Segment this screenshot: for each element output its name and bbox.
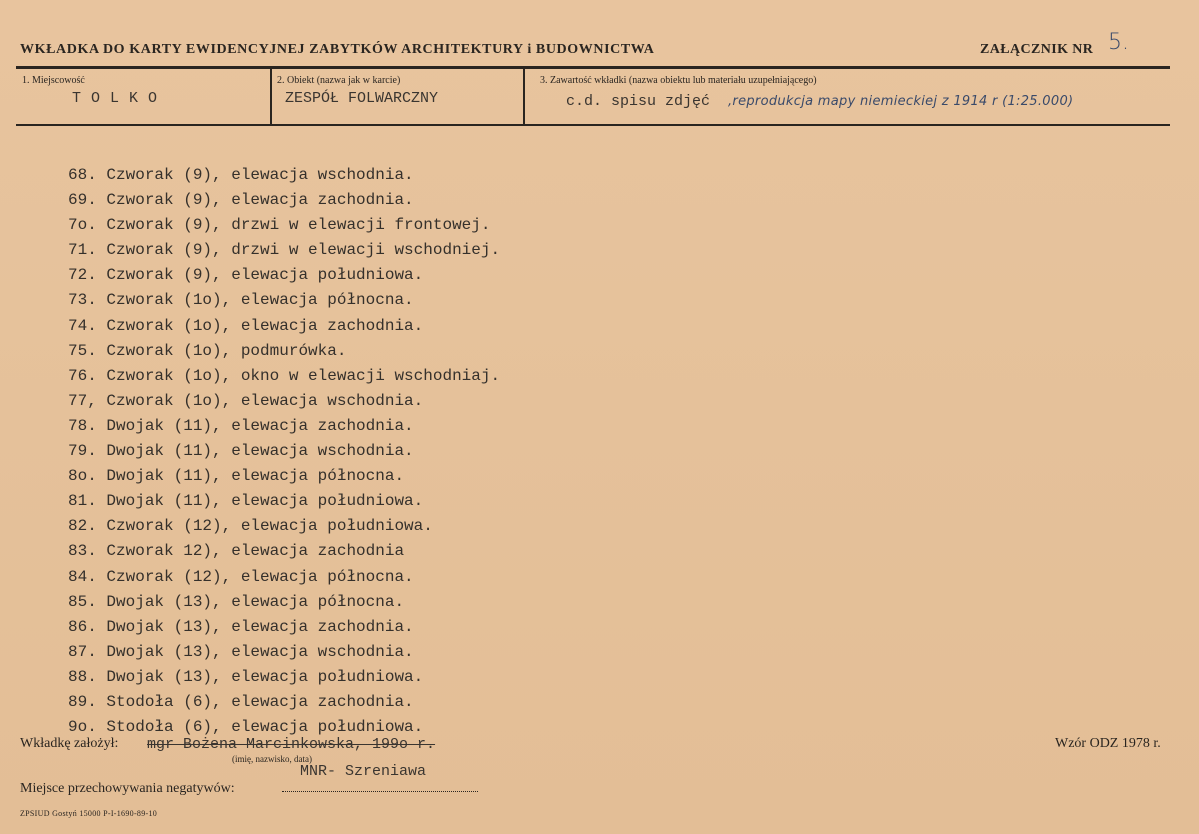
list-item: 77, Czworak (1o), elewacja wschodnia. — [68, 391, 424, 410]
created-by-hint: (imię, nazwisko, data) — [232, 754, 312, 764]
negatives-line — [282, 791, 478, 792]
print-note: ZPSIUD Gostyń 15000 P-I-1690-89-10 — [20, 809, 158, 818]
list-item: 73. Czworak (1o), elewacja północna. — [68, 291, 414, 310]
form-version: Wzór ODZ 1978 r. — [1055, 736, 1161, 751]
list-item: 81. Dwojak (11), elewacja południowa. — [68, 492, 424, 511]
photo-list — [68, 163, 500, 740]
attachment-number: 5. — [1108, 30, 1129, 55]
field-divider-2 — [523, 69, 525, 124]
storage-value: MNR- Szreniawa — [300, 763, 427, 780]
created-by-label: Wkładkę założył: — [20, 736, 119, 751]
list-item: 83. Czworak 12), elewacja zachodnia — [68, 542, 405, 561]
list-item: 68. Czworak (9), elewacja wschodnia. — [68, 166, 414, 184]
list-item: 8o. Dwojak (11), elewacja północna. — [68, 467, 405, 486]
field-divider-1 — [270, 69, 272, 124]
list-item: 72. Czworak (9), elewacja południowa. — [68, 266, 424, 285]
attachment-label: ZAŁĄCZNIK NR — [980, 42, 1094, 57]
negatives-label: Miejsce przechowywania negatywów: — [20, 781, 235, 796]
locality-label: 1. Miejscowość — [22, 75, 85, 86]
list-item: 74. Czworak (1o), elewacja zachodnia. — [68, 316, 424, 335]
list-item: 75. Czworak (1o), podmurówka. — [68, 341, 347, 360]
object-label: 2. Obiekt (nazwa jak w karcie) — [277, 75, 401, 86]
contents-handwritten-note: ,reprodukcja mapy niemieckiej z 1914 r (1:25.000) — [728, 94, 1074, 109]
list-item: 86. Dwojak (13), elewacja zachodnia. — [68, 617, 414, 636]
list-item: 79. Dwojak (11), elewacja wschodnia. — [68, 442, 414, 461]
contents-typed: c.d. spisu zdjęć — [566, 93, 711, 110]
header-rule-top — [16, 66, 1170, 69]
list-item: 85. Dwojak (13), elewacja północna. — [68, 592, 405, 611]
list-item: 87. Dwojak (13), elewacja wschodnia. — [68, 642, 414, 661]
list-item: 78. Dwojak (11), elewacja zachodnia. — [68, 416, 414, 435]
list-item: 9o. Stodoła (6), elewacja południowa. — [68, 718, 424, 737]
header-rule-bottom — [16, 124, 1170, 126]
object-value: ZESPÓŁ FOLWARCZNY — [285, 90, 439, 107]
list-item: 82. Czworak (12), elewacja południowa. — [68, 517, 433, 536]
created-by-value: mgr Bożena Marcinkowska, 199o r. — [147, 736, 436, 753]
list-item: 7o. Czworak (9), drzwi w elewacji frontowej. — [68, 216, 491, 235]
list-item: 84. Czworak (12), elewacja północna. — [68, 567, 414, 586]
locality-value: TOLKO — [72, 90, 168, 107]
list-item: 89. Stodoła (6), elewacja zachodnia. — [68, 692, 414, 711]
list-item: 69. Czworak (9), elewacja zachodnia. — [68, 191, 414, 210]
list-item: 71. Czworak (9), drzwi w elewacji wschodniej. — [68, 241, 501, 260]
list-item: 76. Czworak (1o), okno w elewacji wschodniaj. — [68, 366, 501, 385]
contents-label: 3. Zawartość wkładki (nazwa obiektu lub materiału uzupełniającego) — [540, 75, 817, 86]
list-item: 88. Dwojak (13), elewacja południowa. — [68, 667, 424, 686]
form-title: WKŁADKA DO KARTY EWIDENCYJNEJ ZABYTKÓW ARCHITEKTURY i BUDOWNICTWA — [20, 42, 655, 57]
